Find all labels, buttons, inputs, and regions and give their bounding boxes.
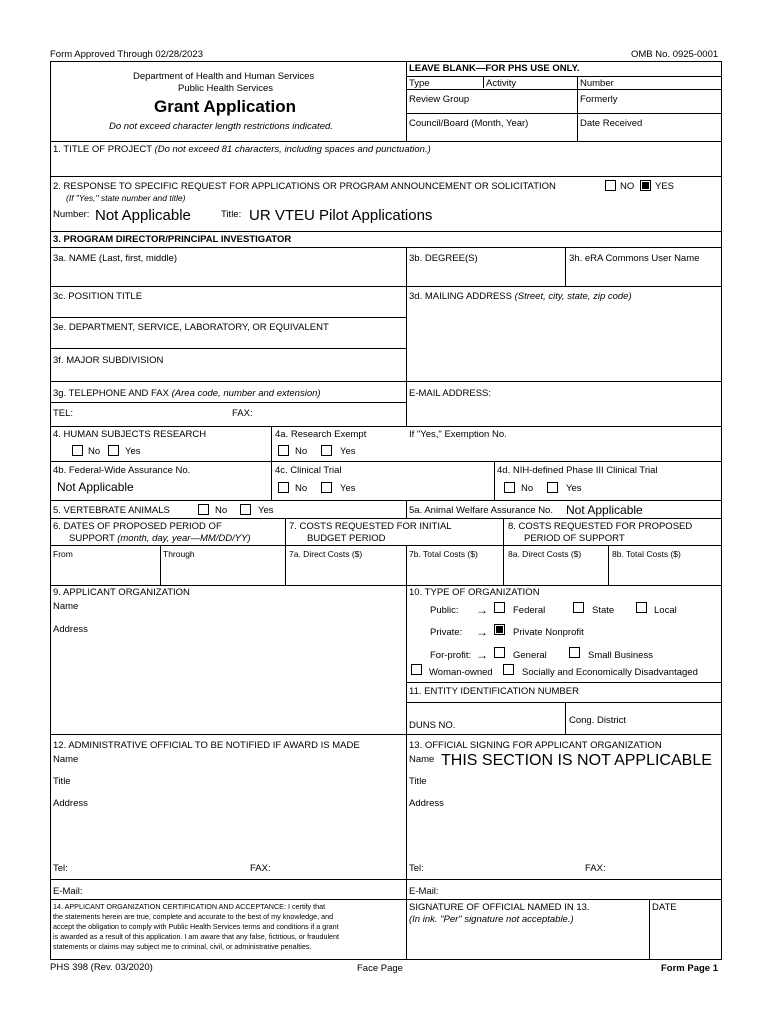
total-costs-8b-label: 8b. Total Costs ($) [612,549,681,559]
federal-checkbox[interactable] [494,602,505,613]
date-received-label: Date Received [580,118,643,129]
forprofit-arrow-icon: → [476,648,488,662]
section-7-label-2: BUDGET PERIOD [307,533,386,544]
org-address-label: Address [53,624,88,635]
certification-line-3: accept the obligation to comply with Public Health Services terms and conditions if a grant [53,922,339,931]
from-label: From [53,549,73,559]
signing-tel-label: Tel: [409,863,424,874]
section-8-label-2: PERIOD OF SUPPORT [524,533,625,544]
s4d-yes-checkbox[interactable] [547,482,558,493]
through-label: Through [163,549,195,559]
phs-number-label: Number [580,78,614,89]
review-group-label: Review Group [409,94,470,105]
s4-no-checkbox[interactable] [72,445,83,456]
form-title: Grant Application [154,97,296,116]
s2-hint: (If "Yes," state number and title) [66,193,186,203]
section-1-label: 1. TITLE OF PROJECT (Do not exceed 81 characters, including spaces and punctuation.) [53,144,431,155]
s4-yes-checkbox[interactable] [108,445,119,456]
signing-email-label: E-Mail: [409,886,439,897]
certification-line-5: statements or claims may subject me to criminal, civil, or administrative penalties. [53,942,312,951]
public-arrow-icon: → [476,603,488,617]
email-address-label: E-MAIL ADDRESS: [409,388,492,399]
fwa-label: 4b. Federal-Wide Assurance No. [53,465,191,476]
local-checkbox[interactable] [636,602,647,613]
s5-yes-label: Yes [258,505,274,516]
s5-no-label: No [215,505,228,516]
woman-owned-checkbox[interactable] [411,664,422,675]
private-nonprofit-label: Private Nonprofit [513,627,584,638]
general-checkbox[interactable] [494,647,505,658]
leave-blank-heading: LEAVE BLANK—FOR PHS USE ONLY. [409,63,580,74]
date-label: DATE [652,902,677,913]
face-page-label: Face Page [357,963,403,974]
admin-name-label: Name [53,754,79,765]
small-business-checkbox[interactable] [569,647,580,658]
section-2-label: 2. RESPONSE TO SPECIFIC REQUEST FOR APPLICATIONS OR PROGRAM ANNOUNCEMENT OR SOLICITATION [53,181,556,192]
animal-welfare-label: 5a. Animal Welfare Assurance No. [409,505,553,516]
admin-email-label: E-Mail: [53,886,83,897]
s4-no-label: No [88,446,101,457]
org-type-label: 10. TYPE OF ORGANIZATION [409,587,540,598]
signature-field[interactable] [408,928,648,958]
exemption-no-label: If "Yes," Exemption No. [409,429,507,440]
section-6-label-2: SUPPORT (month, day, year—MM/DD/YY) [69,533,251,544]
mailing-address-label: 3d. MAILING ADDRESS (Street, city, state, zip code) [409,291,632,302]
formerly-label: Formerly [580,94,618,105]
section-6-label-1: 6. DATES OF PROPOSED PERIOD OF [53,521,222,532]
fax-label: FAX: [232,408,253,419]
private-nonprofit-checkbox[interactable] [494,624,505,635]
s4c-no-checkbox[interactable] [278,482,289,493]
s4c-no-label: No [295,483,308,494]
direct-costs-8a-label: 8a. Direct Costs ($) [508,549,582,559]
duns-label: DUNS NO. [409,720,456,731]
form-number: PHS 398 (Rev. 03/2020) [50,962,153,973]
public-label: Public: [430,605,459,616]
signing-name-label: Name [409,754,435,765]
entity-id-label: 11. ENTITY IDENTIFICATION NUMBER [409,686,579,697]
era-commons-label: 3h. eRA Commons User Name [569,253,700,264]
form-page-label: Form Page 1 [661,963,719,974]
s4c-yes-checkbox[interactable] [321,482,332,493]
s4a-yes-checkbox[interactable] [321,445,332,456]
form-approved-date: Form Approved Through 02/28/2023 [50,49,203,60]
admin-official-label: 12. ADMINISTRATIVE OFFICIAL TO BE NOTIFIED IF AWARD IS MADE [53,740,360,751]
signature-label: SIGNATURE OF OFFICIAL NAMED IN 13. [409,902,590,913]
s2-number-label: Number: [53,209,90,220]
signing-title-label: Title [409,776,427,787]
project-title-field[interactable] [52,156,719,174]
disadvantaged-label: Socially and Economically Disadvantaged [522,667,698,678]
certification-line-1: 14. APPLICANT ORGANIZATION CERTIFICATION AND ACCEPTANCE: I certify that [53,902,326,911]
s4-yes-label: Yes [125,446,141,457]
s2-title-value[interactable]: UR VTEU Pilot Applications [249,207,433,224]
local-label: Local [654,605,677,616]
phs-type-label: Type [409,78,430,89]
certification-line-2: the statements herein are true, complete and accurate to the best of my knowledge, and [53,912,334,921]
phs-name: Public Health Services [178,83,274,94]
state-label: State [592,605,615,616]
s4a-yes-label: Yes [340,446,356,457]
s2-yes-checkbox[interactable] [640,180,651,191]
form-subtitle: Do not exceed character length restrictions indicated. [109,121,333,132]
s4d-yes-label: Yes [566,483,582,494]
woman-owned-label: Woman-owned [429,667,493,678]
signing-official-label: 13. OFFICIAL SIGNING FOR APPLICANT ORGANIZATION [409,740,662,751]
position-title-label: 3c. POSITION TITLE [53,291,143,302]
s4c-yes-label: Yes [340,483,356,494]
vertebrate-animals-label: 5. VERTEBRATE ANIMALS [53,505,170,516]
s4a-no-checkbox[interactable] [278,445,289,456]
signature-hint: (In ink. "Per" signature not acceptable.) [409,914,574,925]
degree-label: 3b. DEGREE(S) [409,253,478,264]
human-subjects-label: 4. HUMAN SUBJECTS RESEARCH [53,429,207,440]
admin-fax-label: FAX: [250,863,271,874]
admin-title-label: Title [53,776,71,787]
animal-welfare-value[interactable]: Not Applicable [566,503,643,517]
general-label: General [513,650,547,661]
private-label: Private: [430,627,463,638]
disadvantaged-checkbox[interactable] [503,664,514,675]
department-name: Department of Health and Human Services [133,71,315,82]
applicant-org-label: 9. APPLICANT ORGANIZATION [53,587,190,598]
council-board-label: Council/Board (Month, Year) [409,118,529,129]
tel-fax-label: 3g. TELEPHONE AND FAX (Area code, number and extension) [53,388,321,399]
section-7-label-1: 7. COSTS REQUESTED FOR INITIAL [289,521,452,532]
s2-number-value[interactable]: Not Applicable [95,207,191,224]
org-name-label: Name [53,601,79,612]
s4d-no-label: No [521,483,534,494]
s2-no-label: NO [620,181,635,192]
small-business-label: Small Business [588,650,653,661]
direct-costs-7a-label: 7a. Direct Costs ($) [289,549,363,559]
nih-phase3-label: 4d. NIH-defined Phase III Clinical Trial [497,465,658,476]
signing-address-label: Address [409,798,444,809]
forprofit-label: For-profit: [430,650,472,661]
admin-tel-label: Tel: [53,863,68,874]
s5-no-checkbox[interactable] [198,504,209,515]
signing-name-value[interactable]: THIS SECTION IS NOT APPLICABLE [441,752,712,769]
total-costs-7b-label: 7b. Total Costs ($) [409,549,478,559]
federal-label: Federal [513,605,546,616]
major-subdivision-label: 3f. MAJOR SUBDIVISION [53,355,164,366]
section-8-label-1: 8. COSTS REQUESTED FOR PROPOSED [508,521,693,532]
clinical-trial-label: 4c. Clinical Trial [275,465,342,476]
private-arrow-icon: → [476,625,488,639]
fwa-value[interactable]: Not Applicable [57,480,134,494]
state-checkbox[interactable] [573,602,584,613]
s2-yes-label: YES [655,181,675,192]
signing-fax-label: FAX: [585,863,606,874]
cong-district-label: Cong. District [569,715,627,726]
phs-activity-label: Activity [486,78,517,89]
certification-line-4: is awarded as a result of this application. I am aware that any false, fictitious, or fraudulent [53,932,340,941]
s2-title-label: Title: [221,209,242,220]
department-label: 3e. DEPARTMENT, SERVICE, LABORATORY, OR EQUIVALENT [53,322,329,333]
s5-yes-checkbox[interactable] [240,504,251,515]
s4d-no-checkbox[interactable] [504,482,515,493]
s4a-no-label: No [295,446,308,457]
research-exempt-label: 4a. Research Exempt [275,429,367,440]
admin-address-label: Address [53,798,88,809]
pi-name-label: 3a. NAME (Last, first, middle) [53,253,178,264]
section-3-heading: 3. PROGRAM DIRECTOR/PRINCIPAL INVESTIGATOR [53,234,292,245]
tel-label: TEL: [53,408,74,419]
omb-number: OMB No. 0925-0001 [631,49,719,60]
s2-no-checkbox[interactable] [605,180,616,191]
